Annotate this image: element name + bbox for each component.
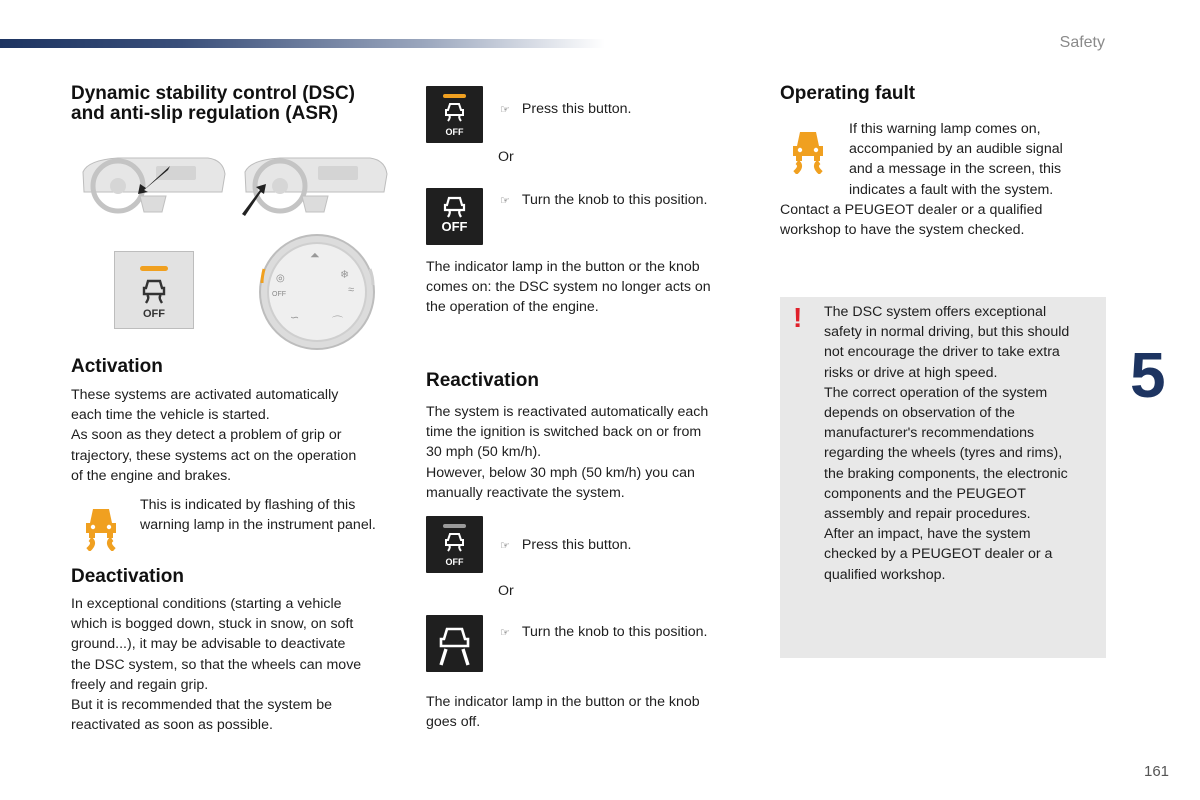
- hand-pointer-icon: ☞: [500, 540, 510, 552]
- off-label: OFF: [445, 557, 464, 567]
- normal-mode-knob-position-icon: [426, 615, 483, 672]
- text-line: The system is reactivated automatically each: [426, 404, 709, 420]
- operating-fault-heading: Operating fault: [780, 83, 916, 104]
- indicator-lamp-on: [443, 94, 466, 98]
- text-line: These systems are activated automatically: [71, 387, 339, 403]
- deactivation-heading: Deactivation: [71, 566, 184, 587]
- fault-instructions: [780, 200, 1100, 240]
- text-line: However, below 30 mph (50 km/h) you can: [426, 464, 695, 481]
- off-label: OFF: [445, 127, 464, 137]
- text-line: If this warning lamp comes on,: [849, 121, 1041, 137]
- dsc-off-button-lit-icon: [426, 86, 483, 143]
- activation-text: [71, 385, 401, 486]
- text-line: manufacturer's recommendations: [824, 425, 1035, 442]
- turn-knob-instruction: [500, 192, 707, 208]
- text-line: not encourage the driver to take extra: [824, 344, 1060, 361]
- indicator-off-text: [426, 692, 746, 732]
- dsc-off-button-unlit-icon: [426, 516, 483, 573]
- lamp-description: [140, 495, 410, 535]
- svg-text:⌒: ⌒: [332, 316, 343, 328]
- instruction-text: Turn the knob to this position.: [521, 192, 708, 208]
- text-line: manually reactivate the system.: [426, 484, 625, 501]
- svg-text:≈: ≈: [348, 284, 355, 296]
- text-line: workshop to have the system checked.: [780, 222, 1025, 239]
- text-line: checked by a PEUGEOT dealer or a: [824, 546, 1053, 563]
- text-line: ground...), it may be advisable to deactivate: [71, 636, 346, 653]
- dsc-fault-warning-lamp-icon: [787, 126, 829, 174]
- indicator-on-text: [426, 257, 746, 318]
- text-line: 30 mph (50 km/h).: [426, 444, 542, 461]
- header-bar: [0, 39, 605, 48]
- dsc-button-illustration: [114, 251, 194, 329]
- text-line: But it is recommended that the system be: [71, 697, 333, 714]
- turn-knob-instruction-reactivate: [500, 624, 707, 640]
- text-line: In exceptional conditions (starting a vehicle: [71, 596, 342, 612]
- text-line: warning lamp in the instrument panel.: [140, 517, 376, 534]
- text-line: the operation of the engine.: [426, 299, 599, 316]
- svg-text:OFF: OFF: [272, 291, 286, 298]
- text-line: After an impact, have the system: [824, 526, 1031, 543]
- chapter-number: 5: [1130, 339, 1166, 411]
- warning-exclamation-icon: !: [793, 302, 803, 333]
- warning-text: [824, 302, 1104, 585]
- text-line: the DSC system, so that the wheels can move: [71, 656, 362, 673]
- page-title: [71, 84, 355, 124]
- skid-car-icon: [140, 278, 168, 304]
- instruction-text: Press this button.: [521, 101, 632, 117]
- text-line: which is bogged down, stuck in snow, on soft: [71, 616, 354, 633]
- text-line: The indicator lamp in the button or the knob: [426, 259, 700, 275]
- dashboard-illustration-left: [78, 152, 228, 220]
- text-line: As soon as they detect a problem of grip or: [71, 427, 342, 444]
- deactivation-text: [71, 594, 401, 735]
- title-line-1: Dynamic stability control (DSC): [71, 83, 355, 104]
- indicator-lamp: [140, 266, 168, 271]
- activation-heading: Activation: [71, 356, 163, 377]
- svg-text:◎: ◎: [276, 273, 285, 284]
- text-line: safety in normal driving, but this should: [824, 324, 1070, 341]
- or-label: Or: [498, 583, 514, 599]
- dsc-knob-illustration: [256, 233, 378, 351]
- page-number: 161: [1144, 763, 1170, 780]
- svg-text:∽: ∽: [290, 312, 300, 324]
- text-line: of the engine and brakes.: [71, 467, 232, 484]
- dsc-off-knob-position-icon: [426, 188, 483, 245]
- text-line: depends on observation of the: [824, 405, 1015, 422]
- section-title: Safety: [1059, 34, 1105, 51]
- text-line: Contact a PEUGEOT dealer or a qualified: [780, 202, 1043, 218]
- text-line: assembly and repair procedures.: [824, 506, 1031, 523]
- title-line-2: and anti-slip regulation (ASR): [71, 103, 339, 124]
- dashboard-illustration-right: [240, 152, 390, 220]
- dsc-warning-lamp-icon: [80, 503, 122, 551]
- text-line: goes off.: [426, 714, 481, 731]
- text-line: trajectory, these systems act on the operation: [71, 447, 357, 464]
- off-label: OFF: [441, 219, 468, 234]
- hand-pointer-icon: ☞: [500, 104, 510, 116]
- hand-pointer-icon: ☞: [500, 627, 510, 639]
- text-line: risks or drive at high speed.: [824, 364, 998, 381]
- text-line: each time the vehicle is started.: [71, 407, 270, 424]
- text-line: indicates a fault with the system.: [849, 181, 1054, 198]
- text-line: accompanied by an audible signal: [849, 141, 1063, 158]
- text-line: time the ignition is switched back on or from: [426, 424, 702, 441]
- off-label: OFF: [143, 308, 165, 320]
- press-button-instruction-reactivate: [500, 537, 632, 553]
- indicator-lamp-off: [443, 524, 466, 528]
- text-line: reactivated as soon as possible.: [71, 717, 273, 734]
- text-line: The DSC system offers exceptional: [824, 304, 1047, 320]
- fault-lamp-description: [849, 119, 1099, 200]
- instruction-text: Turn the knob to this position.: [521, 624, 708, 640]
- svg-text:⏶: ⏶: [310, 248, 320, 262]
- text-line: qualified workshop.: [824, 566, 946, 583]
- hand-pointer-icon: ☞: [500, 195, 510, 207]
- text-line: comes on: the DSC system no longer acts on: [426, 279, 711, 296]
- or-label: Or: [498, 149, 514, 165]
- text-line: The correct operation of the system: [824, 384, 1048, 401]
- text-line: and a message in the screen, this: [849, 161, 1062, 178]
- text-line: regarding the wheels (tyres and rims),: [824, 445, 1063, 462]
- reactivation-text: [426, 402, 746, 503]
- text-line: the braking components, the electronic: [824, 465, 1068, 482]
- text-line: This is indicated by flashing of this: [140, 497, 356, 513]
- text-line: The indicator lamp in the button or the knob: [426, 694, 700, 710]
- svg-text:❄: ❄: [340, 269, 350, 281]
- reactivation-heading: Reactivation: [426, 370, 539, 391]
- text-line: freely and regain grip.: [71, 676, 209, 693]
- press-button-instruction: [500, 101, 632, 117]
- instruction-text: Press this button.: [521, 537, 632, 553]
- text-line: components and the PEUGEOT: [824, 485, 1026, 502]
